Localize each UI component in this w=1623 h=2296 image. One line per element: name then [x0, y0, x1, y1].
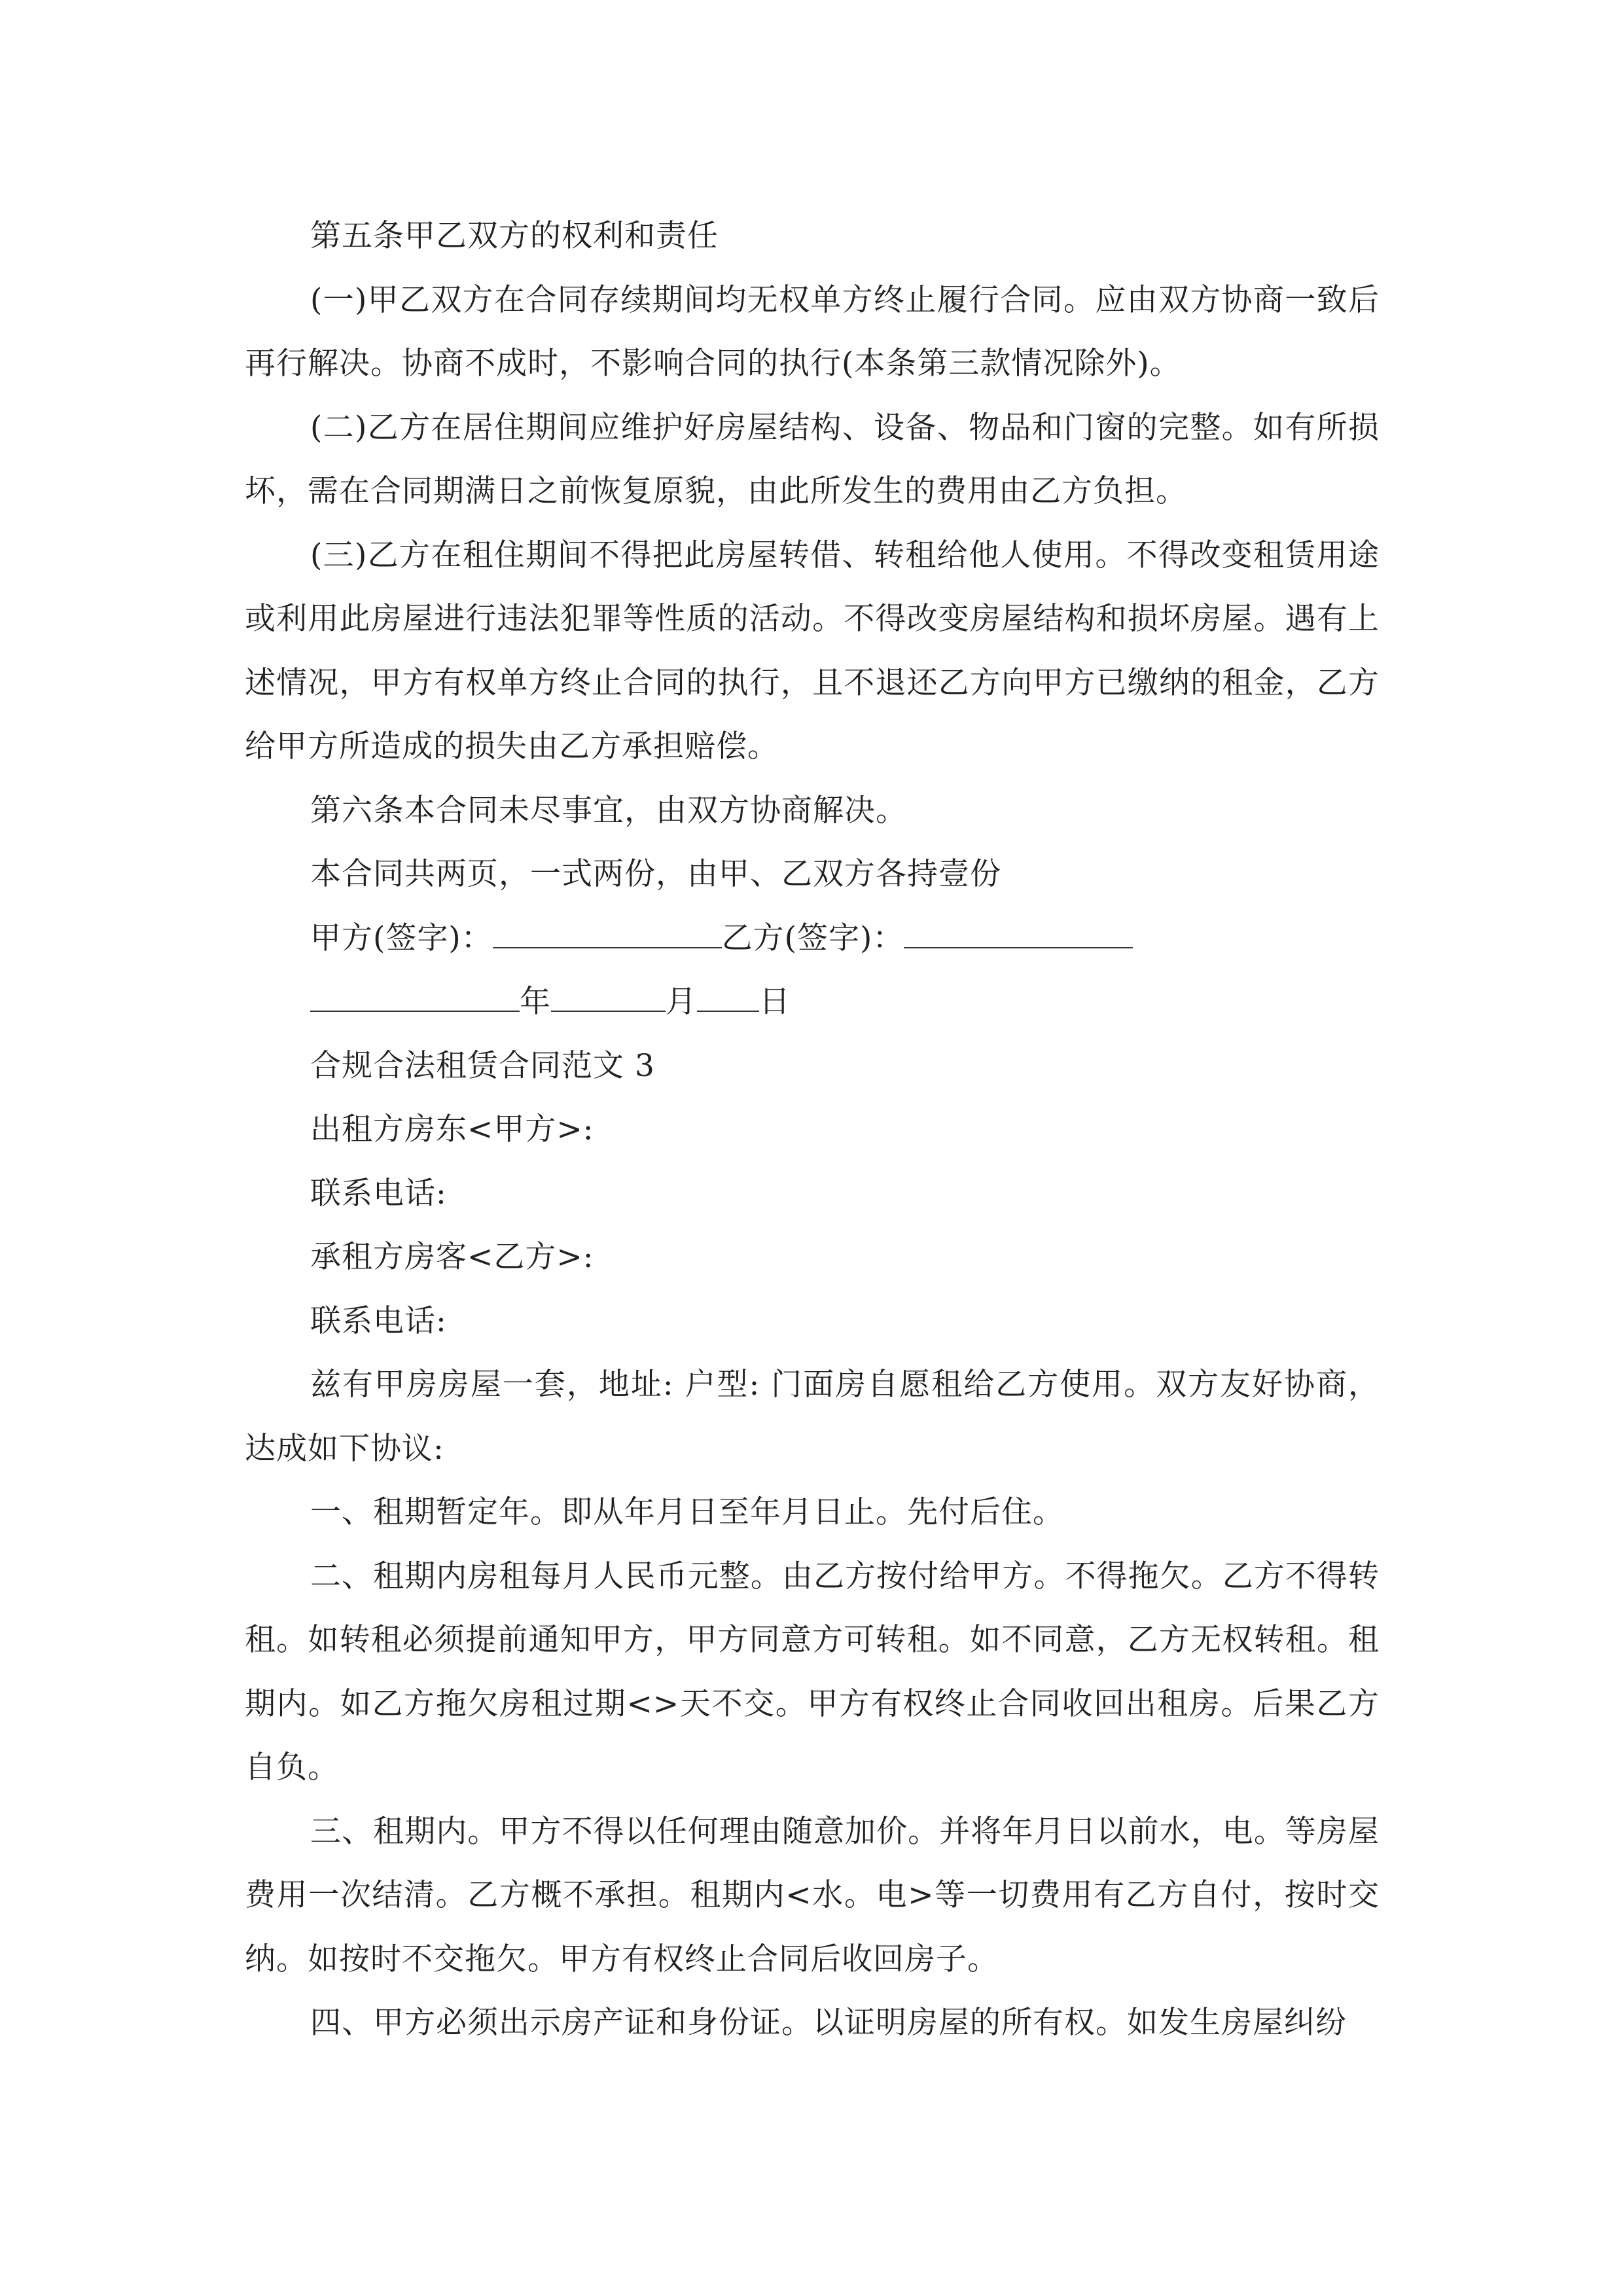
tenant-phone: 联系电话: — [310, 1302, 447, 1339]
year-blank[interactable] — [310, 984, 520, 1012]
party-a-signature-blank[interactable] — [493, 921, 722, 948]
month-label: 月 — [666, 984, 697, 1020]
signature-line — [245, 906, 1380, 971]
copies-note: 本合同共两页，一式两份，由甲、乙双方各持壹份 — [310, 856, 1001, 892]
clause5-paragraph-1: (一)甲乙双方在合同存续期间均无权单方终止履行合同。应由双方协商一致后再行解决。协商不成时，不影响合同的执行(本条第三款情况除外)。 — [245, 281, 1380, 382]
tenant-label: 承租方房客<乙方>: — [310, 1239, 594, 1275]
clause6: 第六条本合同未尽事宜，由双方协商解决。 — [310, 792, 907, 829]
party-a-sign-label: 甲方(签字)： — [310, 920, 493, 956]
month-blank[interactable] — [551, 984, 666, 1012]
landlord-label: 出租方房东<甲方>: — [310, 1111, 594, 1147]
intro-paragraph: 兹有甲房房屋一套，地址: 户型: 门面房自愿租给乙方使用。双方友好协商，达成如下协议: — [245, 1367, 1380, 1467]
party-b-signature-blank[interactable] — [904, 921, 1133, 948]
term-4: 四、甲方必须出示房产证和身份证。以证明房屋的所有权。如发生房屋纠纷 — [310, 2005, 1347, 2041]
party-b-sign-label: 乙方(签字)： — [721, 920, 904, 956]
term-1: 一、租期暂定年。即从年月日至年月日止。先付后住。 — [310, 1494, 1064, 1530]
clause5-title: 第五条甲乙双方的权利和责任 — [310, 218, 719, 254]
document-body — [245, 204, 1380, 2055]
clause5-paragraph-2: (二)乙方在居住期间应维护好房屋结构、设备、物品和门窗的完整。如有所损坏，需在合同期满日之前恢复原貌，由此所发生的费用由乙方负担。 — [245, 409, 1380, 509]
term-3: 三、租期内。甲方不得以任何理由随意加价。并将年月日以前水，电。等房屋费用一次结清。乙方概不承担。租期内<水。电>等一切费用有乙方自付，按时交纳。如按时不交拖欠。甲方有权终止合同后收回房子。 — [245, 1813, 1380, 1977]
sample-title: 合规合法租赁合同范文 3 — [310, 1047, 655, 1084]
term-2: 二、租期内房租每月人民币元整。由乙方按付给甲方。不得拖欠。乙方不得转租。如转租必须提前通知甲方，甲方同意方可转租。如不同意，乙方无权转租。租期内。如乙方拖欠房租过期<>天不交。甲方有权终止合同收回出租房。后果乙方自负。 — [245, 1558, 1380, 1785]
date-line — [245, 970, 1380, 1034]
landlord-phone: 联系电话: — [310, 1175, 447, 1211]
day-label: 日 — [759, 984, 791, 1020]
year-label: 年 — [520, 984, 551, 1020]
day-blank[interactable] — [697, 984, 759, 1012]
clause5-paragraph-3: (三)乙方在租住期间不得把此房屋转借、转租给他人使用。不得改变租赁用途或利用此房屋进行违法犯罪等性质的活动。不得改变房屋结构和损坏房屋。遇有上述情况，甲方有权单方终止合同的执行，且不退还乙方向甲方已缴纳的租金，乙方给甲方所造成的损失由乙方承担赔偿。 — [245, 537, 1380, 764]
